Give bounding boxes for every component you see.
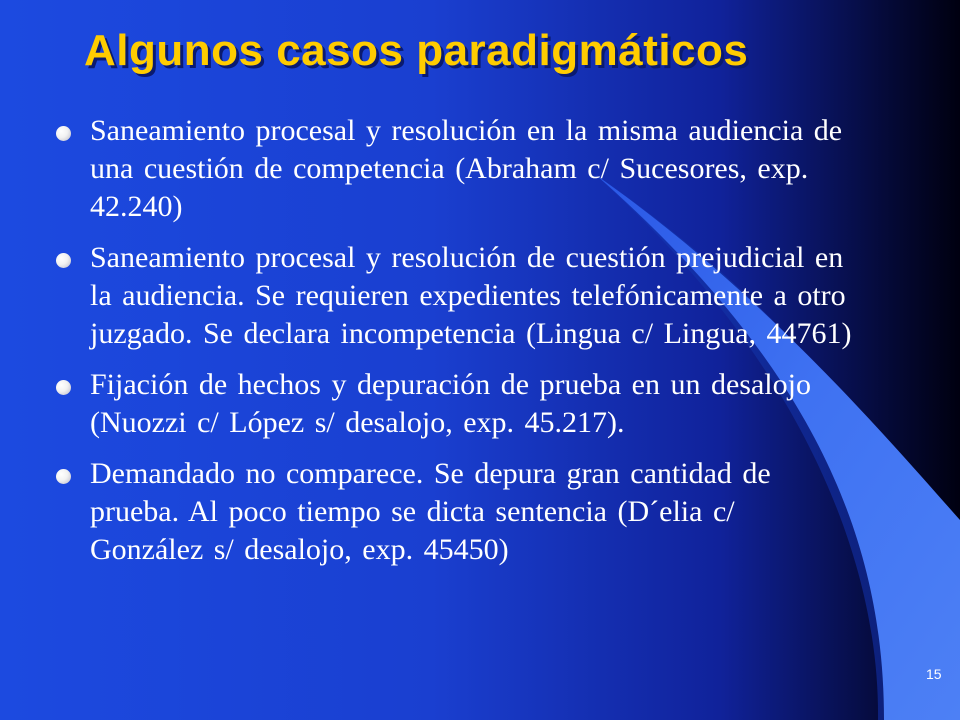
bullet-item [56,455,856,569]
bullet-dot-icon [56,469,71,484]
slide-title: Algunos casos paradigmáticos [84,26,749,75]
bullet-text: Saneamiento procesal y resolución de cuestión prejudicial en la audiencia. Se requieren expedientes telefónicamente a otro juzgado. Se declara incompetencia (Lingua c/ Lingua, 44761) [90,241,852,350]
page-number: 15 [926,666,942,682]
bullet-item [56,112,856,226]
bullet-text: Fijación de hechos y depuración de prueba en un desalojo (Nuozzi c/ López s/ desalojo, exp. 45.217). [90,368,811,439]
bullet-text: Demandado no comparece. Se depura gran cantidad de prueba. Al poco tiempo se dicta sentencia (D´elia c/ González s/ desalojo, exp. 45450) [90,457,771,566]
bullet-item [56,366,856,442]
bullet-dot-icon [56,253,71,268]
bullet-dot-icon [56,126,71,141]
bullet-item [56,239,856,353]
bullet-text: Saneamiento procesal y resolución en la misma audiencia de una cuestión de competencia (Abraham c/ Sucesores, exp. 42.240) [90,114,843,223]
bullet-list [56,112,856,582]
bullet-dot-icon [56,380,71,395]
